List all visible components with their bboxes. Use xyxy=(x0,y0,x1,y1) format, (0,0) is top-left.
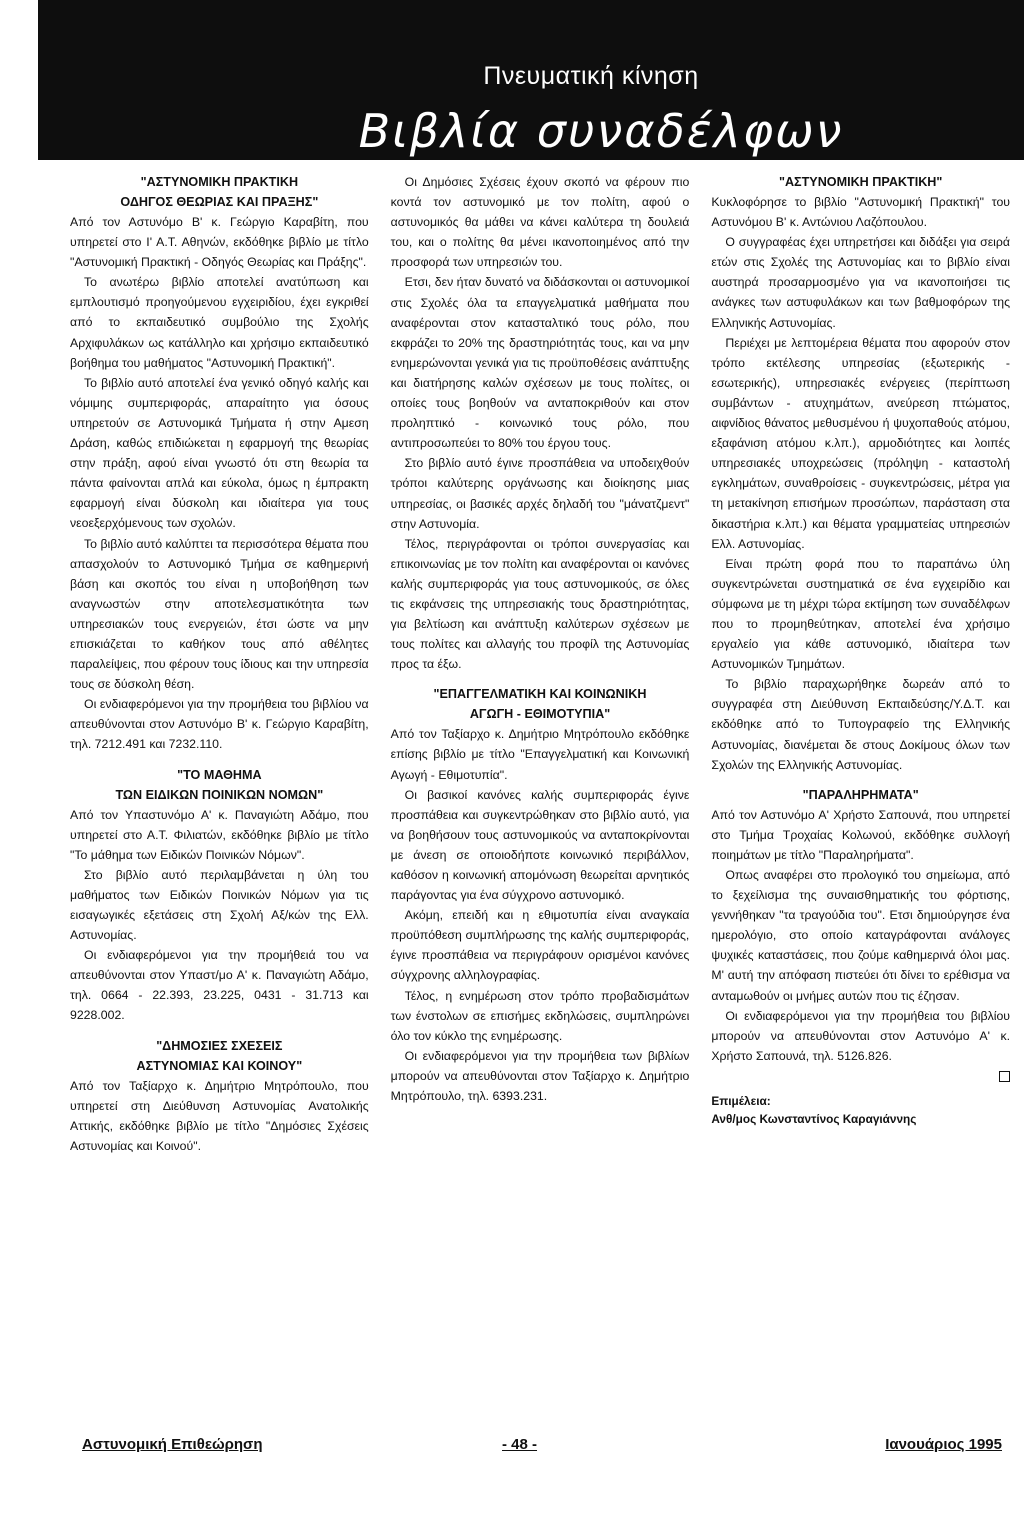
paragraph: Οι ενδιαφερόμενοι για την προμήθεια του βιβλίου να απευθύνονται στον Αστυνόμο Β' κ. Γεώργιο Καραβίτη, τηλ. 7212.491 και 7232.110. xyxy=(70,697,369,752)
paragraph: Το βιβλίο παραχωρήθηκε δωρεάν από το συγγραφέα στη Διεύθυνση Εκπαιδεύσης/Υ.Δ.Τ. και εκδόθηκε από το Τυπογραφείο της Ελληνικής Αστυνομίας, διανέμεται δε στους Δοκίμους όλων των Σχολών της Ελληνικής Αστυνομίας. xyxy=(711,677,1011,772)
paragraph: Τέλος, περιγράφονται οι τρόποι συνεργασίας και επικοινωνίας με τον πολίτη και αναφέρονται οι κανόνες καλής συμπεριφοράς για τους αστυνομικούς, σε όλες τις εκφάνσεις της υπηρεσιακής τους δραστηριότητας, για βελτίωση και ανάπτυξη καλύτερων σχέσεων με τους πολίτες και αλλαγής του προφίλ της Αστυνομίας προς τα έξω. xyxy=(390,536,690,672)
editor-label: Επιμέλεια: xyxy=(711,1093,771,1108)
section-kicker: Πνευματική κίνηση xyxy=(483,62,699,90)
paragraph: Το βιβλίο αυτό καλύπτει τα περισσότερα θέματα που απασχολούν το Αστυνομικό Τμήμα σε καθημερινή βάση και σκοπός του είναι η υποβοήθηση των αναγνωστών στην αποτελεσματικότητα των υπηρεσιακών τους ενεργειών, έτσι ώστε να μην επισκιάζεται το καθήκον τους από αθέλητες παραλείψεις, που φέρουν τους ίδιους και την υπηρεσία τους σε δύσκολη θέση. xyxy=(70,536,369,692)
paragraph: Το ανωτέρω βιβλίο αποτελεί ανατύπωση και εμπλουτισμό προηγούμενου εγχειριδίου, έχει εγκριθεί από το εκπαιδευτικό συμβούλιο της Σχολής Αρχιφυλάκων ως κατάλληλο και χρήσιμο εκπαιδευτικό βοήθημα του μαθήματος "Αστυνομική Πρακτική". xyxy=(70,275,369,370)
header-band xyxy=(38,0,1024,160)
book-intro: Από τον Ταξίαρχο κ. Δημήτριο Μητρόπουλο, που υπηρετεί στη Διεύθυνση Αστυνομίας Ανατολικής Αττικής, εκδόθηκε βιβλίο με τίτλο "Δημόσιες Σχέσεις Αστυνομίας και Κοινού". xyxy=(70,1078,369,1153)
paragraph: Οι βασικοί κανόνες καλής συμπεριφοράς έγινε προσπάθεια και συγκεντρώθηκαν στο βιβλίο αυτό, για να βοηθήσουν τους αστυνομικούς να ανταποκρίνονται με άνεση σε οποιοδήποτε κοινωνικό περιβάλλον, καθόσον η κοινωνική απομόνωση θεωρείται αρνητικός παράγοντας για ένα σύγχρονο αστυνομικό. xyxy=(390,787,690,903)
article-columns xyxy=(70,172,1010,1412)
end-of-article-icon xyxy=(999,1071,1010,1082)
book-intro: Από τον Αστυνόμο Α' Χρήστο Σαπουνά, που υπηρετεί στο Τμήμα Τροχαίας Κολωνού, εκδόθηκε συλλογή ποιημάτων με τίτλο "Παραληρήματα". xyxy=(711,807,1011,862)
column-3 xyxy=(711,172,1010,1412)
book-intro: Κυκλοφόρησε το βιβλίο "Αστυνομική Πρακτική" του Αστυνόμου Β' κ. Αντώνιου Λαζόπουλου. xyxy=(711,195,1011,230)
book-title-paralirimata: "ΠΑΡΑΛΗΡΗΜΑΤΑ" xyxy=(802,787,919,802)
book-intro: Από τον Αστυνόμο Β' κ. Γεώργιο Καραβίτη, που υπηρετεί στο Ι' Α.Τ. Αθηνών, εκδόθηκε βιβλίο με τίτλο "Αστυνομική Πρακτική - Οδηγός Θεωρίας και Πράξης". xyxy=(70,215,369,270)
column-1 xyxy=(70,172,369,1412)
book-intro: Από τον Υπαστυνόμο Α' κ. Παναγιώτη Αδάμο, που υπηρετεί στο Α.Τ. Φιλιατών, εκδόθηκε βιβλίο με τίτλο "Το μάθημα των Ειδικών Ποινικών Νόμων". xyxy=(70,807,369,862)
paragraph: Περιέχει με λεπτομέρεια θέματα που αφορούν στον τρόπο εκτέλεσης υπηρεσίας (εξωτερικής - εσωτερικής), υπηρεσιακές ενέργειες (περίπτωση συμβάντων - ατυχημάτων, ανεύρεση πτώματος, αιφνίδιος θάνατος μεθυσμένου ή ψυχοπαθούς ατόμου, εξαφάνιση ατόμου κ.λπ.), αρμοδιότητες και λοιπές υπηρεσιακές υποχρεώσεις (πρόληψη - καταστολή εγκλημάτων, συναθροίσεις - συγκεντρώσεις, μέτρα για τη μετακίνηση επισήμων προσώπων, παράσταση στα δικαστήρια κ.λπ.) και θέματα γραμματείας υπηρεσιών Ελλ. Αστυνομίας. xyxy=(711,335,1011,551)
paragraph: Οι Δημόσιες Σχέσεις έχουν σκοπό να φέρουν πιο κοντά τον αστυνομικό με τον πολίτη, αφού ο αστυνομικός θα μάθει να κάνει καλύτερα τη δουλειά του, και ο πολίτης θα μένει ικανοποιημένος από την προσφορά των υπηρεσιών του. xyxy=(390,175,690,270)
paragraph: Είναι πρώτη φορά που το παραπάνω ύλη συγκεντρώνεται συστηματικά σε ένα εγχειρίδιο και σύμφωνα με τη μέχρι τώρα εκτίμηση των συναδέλφων που το προμηθεύτηκαν, αποτελεί ένα χρήσιμο εργαλείο για κάθε αστυνομικό, ιδιαίτερα των Αστυνομικών Τμημάτων. xyxy=(711,556,1011,672)
paragraph: Ακόμη, επειδή και η εθιμοτυπία είναι αναγκαία προϋπόθεση συμπλήρωσης της καλής συμπεριφοράς, έγινε προσπάθεια να περιγράφουν ορισμένοι κανόνες σύγχρονης αλληλογραφίας. xyxy=(390,908,690,983)
book-title-epaggelmatiki-agogi: "ΕΠΑΓΓΕΛΜΑΤΙΚΗ ΚΑΙ ΚΟΙΝΩΝΙΚΗ ΑΓΩΓΗ - ΕΘΙΜΟΤΥΠΙΑ" xyxy=(433,687,647,722)
paragraph: Ετσι, δεν ήταν δυνατό να διδάσκονται οι αστυνομικοί στις Σχολές όλα τα επαγγελματικά μαθήματα που αναφέρονται στον κατασταλτικό τους ρόλο, που εκφράζει το 20% της δραστηριότητάς τους, και να μην ενημερώνονται γενικά για τις προϋποθέσεις ανάπτυξης και διατήρησης καλών σχέσεων με τους πολίτες, οι οποίες τους βοηθούν να ανταποκριθούν και στον προληπτικό - κοινωνικό τους ρόλο, που αντιπροσωπεύει το 80% του έργου τους. xyxy=(390,275,690,451)
page-number: - 48 - xyxy=(502,1436,538,1453)
paragraph: Οπως αναφέρει στο προλογικό του σημείωμα, από το ξεχείλισμα της συναισθηματικής του φόρτισης, γεννήθηκαν "τα τραγούδια του". Ετσι δημιούργησε ένα ημερολόγιο, στο οποίο καταγράφονται ανάλογες ψυχικές καταστάσεις, που ζούμε καθημερινά όλοι μας. Μ' αυτή την απόφαση πιστεύει ότι δίνει το ερέθισμα να ανταμωθούν οι μνήμες αυτών που τις έζησαν. xyxy=(711,868,1011,1003)
editor-name: Ανθ/μος Κωνσταντίνος Καραγιάννης xyxy=(711,1111,917,1126)
book-title-dimosies-scheseis: "ΔΗΜΟΣΙΕΣ ΣΧΕΣΕΙΣ ΑΣΤΥΝΟΜΙΑΣ ΚΑΙ ΚΟΙΝΟΥ" xyxy=(136,1038,303,1073)
book-title-astynomiki-praktiki: "ΑΣΤΥΝΟΜΙΚΗ ΠΡΑΚΤΙΚΗ" xyxy=(778,175,943,189)
issue-date: Ιανουάριος 1995 xyxy=(885,1436,1002,1453)
paragraph: Στο βιβλίο αυτό περιλαμβάνεται η ύλη του μαθήματος των Ειδικών Ποινικών Νόμων για τις εισαγωγικές εξετάσεις στη Σχολή Αξ/κών της Ελλ. Αστυνομίας. xyxy=(70,867,369,943)
page-title: Βιβλία συναδέλφων xyxy=(358,104,844,158)
paragraph: Ο συγγραφέας έχει υπηρετήσει και διδάξει για σειρά ετών στις Σχολές της Αστυνομίας και το βιβλίο είναι αυστηρά προσαρμοσμένο για να ικανοποιήσει τις ανάγκες των αστυφυλάκων και των βαθμοφόρων της Ελληνικής Αστυνομίας. xyxy=(711,235,1011,330)
paragraph: Τέλος, η ενημέρωση στον τρόπο προβαδισμάτων των ένστολων σε επισήμες εκδηλώσεις, συμπληρώνει όλο τον κύκλο της ενημέρωσης. xyxy=(390,988,690,1043)
paragraph: Οι ενδιαφερόμενοι για την προμήθεια του βιβλίου μπορούν να απευθύνονται στον Αστυνόμο Α' κ. Χρήστο Σαπουνά, τηλ. 5126.826. xyxy=(711,1008,1011,1063)
editor-credit xyxy=(711,1092,1010,1128)
column-2 xyxy=(391,172,690,1412)
paragraph: Οι ενδιαφερόμενοι για την προμήθειά του να απευθύνονται στον Υπαστ/μο Α' κ. Παναγιώτη Αδάμο, τηλ. 0664 - 22.393, 23.225, 0431 - 31.713 και 9228.002. xyxy=(70,948,369,1023)
book-title-eidikoi-poinikoi-nomoi: "ΤΟ ΜΑΘΗΜΑ ΤΩΝ ΕΙΔΙΚΩΝ ΠΟΙΝΙΚΩΝ ΝΟΜΩΝ" xyxy=(115,767,324,802)
magazine-name: Αστυνομική Επιθεώρηση xyxy=(82,1436,263,1453)
book-title-astynomiki-praktiki-odigos: "ΑΣΤΥΝΟΜΙΚΗ ΠΡΑΚΤΙΚΗ ΟΔΗΓΟΣ ΘΕΩΡΙΑΣ ΚΑΙ ΠΡΑΞΗΣ" xyxy=(120,175,319,209)
page-footer xyxy=(82,1436,1002,1460)
paragraph: Στο βιβλίο αυτό έγινε προσπάθεια να υποδειχθούν τρόποι καλύτερης οργάνωσης και διοίκησης μιας υπηρεσίας, οι βασικές αρχές δηλαδή του "μάνατζμεντ" στην Αστυνομία. xyxy=(390,456,690,531)
book-intro: Από τον Ταξίαρχο κ. Δημήτριο Μητρόπουλο εκδόθηκε επίσης βιβλίο με τίτλο "Επαγγελματική και Κοινωνική Αγωγή - Εθιμοτυπία". xyxy=(390,727,690,782)
paragraph: Οι ενδιαφερόμενοι για την προμήθεια των βιβλίων μπορούν να απευθύνονται στον Ταξίαρχο κ. Δημήτριο Μητρόπουλο, τηλ. 6393.231. xyxy=(390,1048,690,1104)
paragraph: Το βιβλίο αυτό αποτελεί ένα γενικό οδηγό καλής και νόμιμης συμπεριφοράς, απαραίτητο για όσους υπηρετούν σε Αστυνομικά Τμήματα ή στην Αμεση Δράση, καθώς επιδιώκεται η εφαρμογή της θεωρίας στην πράξη, αφού είναι γνωστό ότι στη θεωρία τα πάντα φαίνονται απλά και εύκολα, όμως η έμπρακτη εφαρμογή είναι δύσκολη και ιδιαίτερα για τους νεοεξερχόμενους των σχολών. xyxy=(70,375,369,531)
